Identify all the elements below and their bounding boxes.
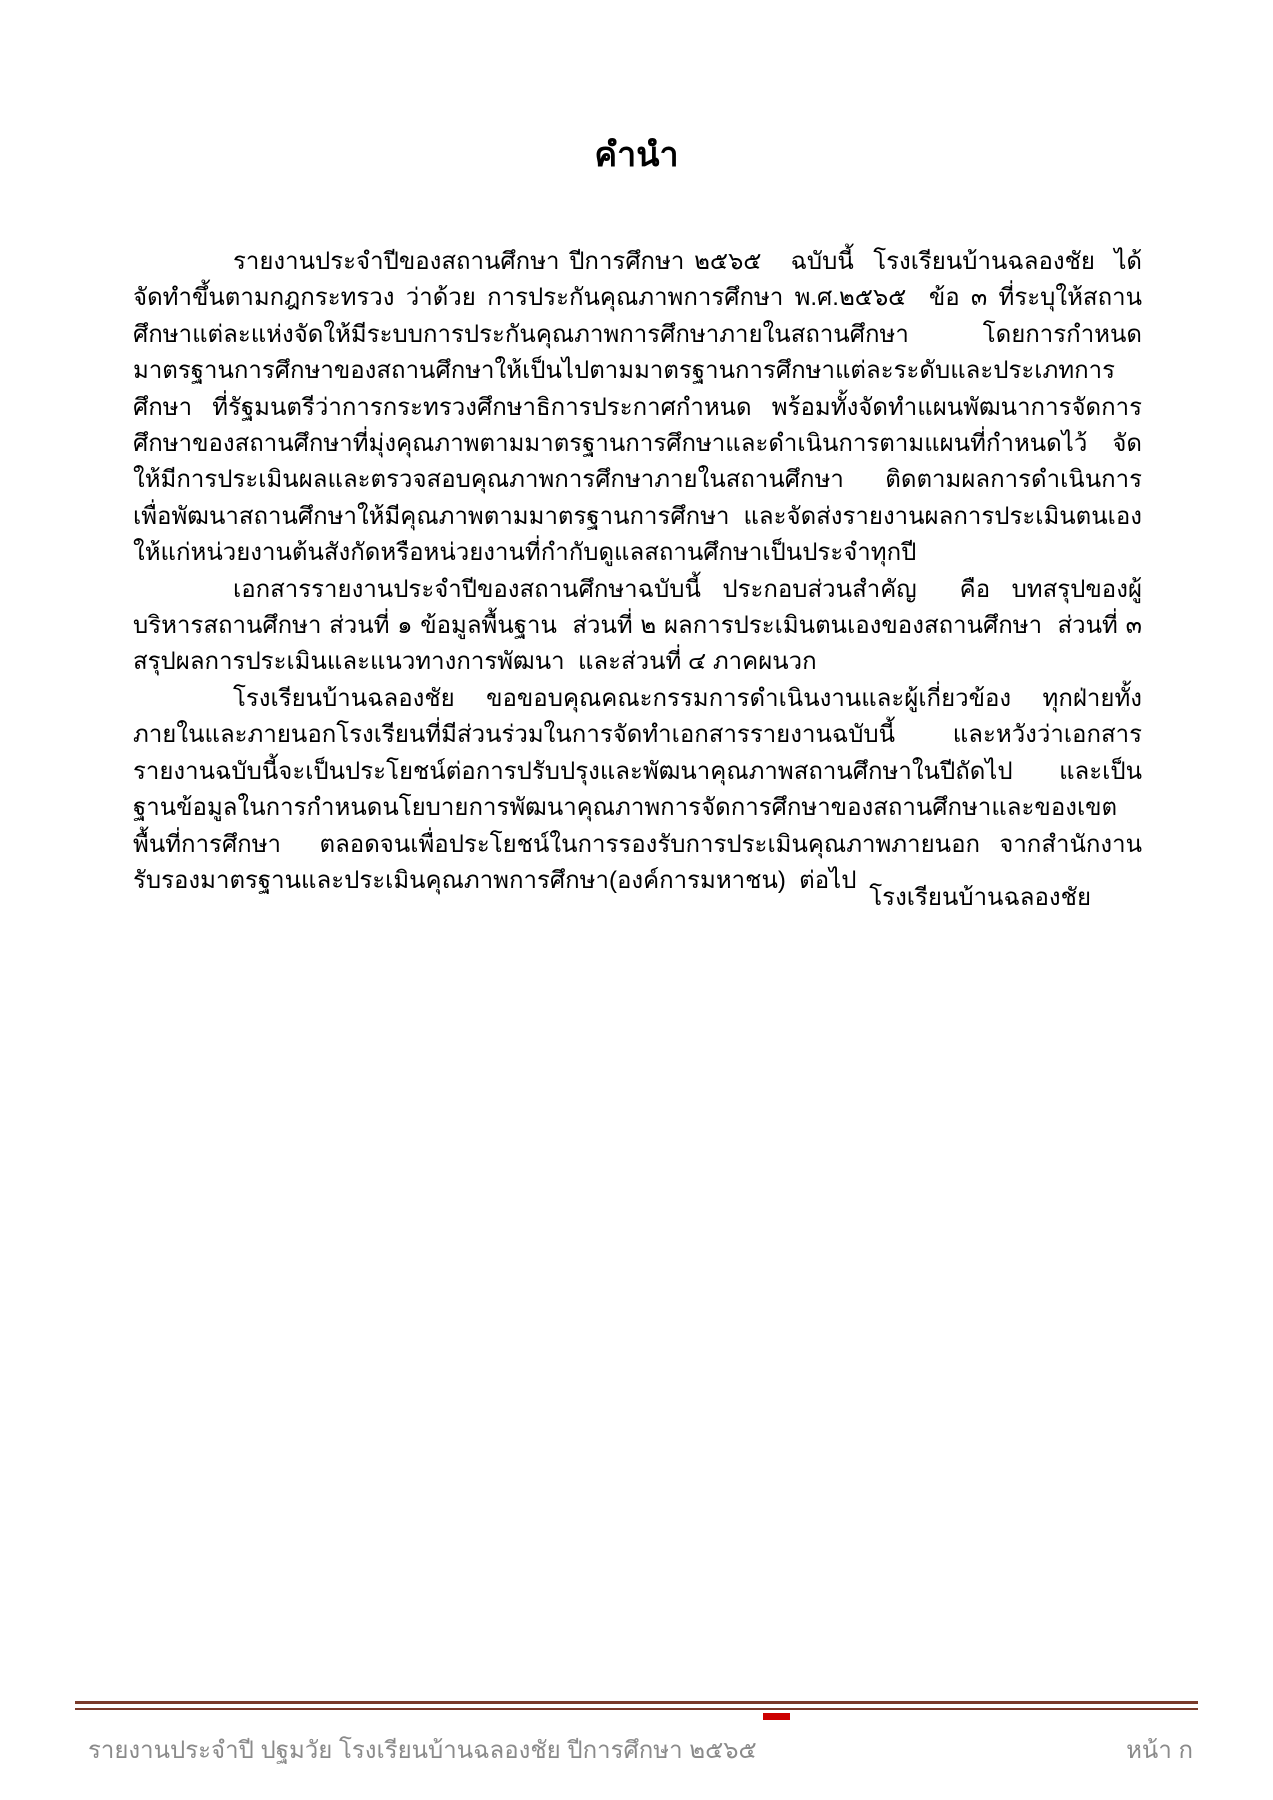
footer-divider: [75, 1701, 1198, 1723]
paragraph-1: รายงานประจำปีของสถานศึกษา ปีการศึกษา ๒๕๖๕ ฉบับนี้ โรงเรียนบ้านฉลองชัย ได้จัดทำขึ้นตามกฎกระทรวง ว่าด้วย การประกันคุณภาพการศึกษา พ.ศ.๒๕๖๕ ข้อ ๓ ที่ระบุให้สถานศึกษาแต่ละแห่งจัดให้มีระบบการประกันคุณภาพการศึกษาภายในสถานศึกษา โดยการกำหนดมาตรฐานการศึกษาของสถานศึกษาให้เป็นไปตามมาตรฐานการศึกษาแต่ละระดับและประเภทการศึกษา ที่รัฐมนตรีว่าการกระทรวงศึกษาธิการประกาศกำหนด พร้อมทั้งจัดทำแผนพัฒนาการจัดการศึกษาของสถานศึกษาที่มุ่งคุณภาพตามมาตรฐานการศึกษาและดำเนินการตามแผนที่กำหนดไว้ จัดให้มีการประเมินผลและตรวจสอบคุณภาพการศึกษาภายในสถานศึกษา ติดตามผลการดำเนินการเพื่อพัฒนาสถานศึกษาให้มีคุณภาพตามมาตรฐานการศึกษา และจัดส่งรายงานผลการประเมินตนเองให้แก่หน่วยงานต้นสังกัดหรือหน่วยงานที่กำกับดูแลสถานศึกษาเป็นประจำทุกปี: [133, 248, 1142, 567]
page-footer: [88, 1733, 1193, 1769]
footer-report-label: รายงานประจำปี ปฐมวัย โรงเรียนบ้านฉลองชัย ปีการศึกษา ๒๕๖๕: [88, 1737, 757, 1764]
footer-page-number: หน้า ก: [1126, 1737, 1193, 1764]
document-body: [133, 244, 1149, 899]
page-title: คำนำ: [594, 136, 679, 174]
divider-red-accent: [763, 1713, 790, 1720]
signature-school-name: โรงเรียนบ้านฉลองชัย: [869, 884, 1091, 911]
paragraph-3: โรงเรียนบ้านฉลองชัย ขอขอบคุณคณะกรรมการดำเนินงานและผู้เกี่ยวข้อง ทุกฝ่ายทั้งภายในและภายนอกโรงเรียนที่มีส่วนร่วมในการจัดทำเอกสารรายงานฉบับนี้ และหวังว่าเอกสารรายงานฉบับนี้จะเป็นประโยชน์ต่อการปรับปรุงและพัฒนาคุณภาพสถานศึกษาในปีถัดไป และเป็นฐานข้อมูลในการกำหนดนโยบายการพัฒนาคุณภาพการจัดการศึกษาของสถานศึกษาและของเขตพื้นที่การศึกษา ตลอดจนเพื่อประโยชน์ในการรองรับการประเมินคุณภาพภายนอก จากสำนักงานรับรองมาตรฐานและประเมินคุณภาพการศึกษา(องค์การมหาชน) ต่อไป: [133, 684, 1142, 894]
divider-line-bottom: [75, 1708, 1198, 1710]
paragraph-2: เอกสารรายงานประจำปีของสถานศึกษาฉบับนี้ ประกอบส่วนสำคัญ คือ บทสรุปของผู้บริหารสถานศึกษา ส่วนที่ ๑ ข้อมูลพื้นฐาน ส่วนที่ ๒ ผลการประเมินตนเองของสถานศึกษา ส่วนที่ ๓ สรุปผลการประเมินและแนวทางการพัฒนา และส่วนที่ ๔ ภาคผนวก: [133, 575, 1149, 676]
